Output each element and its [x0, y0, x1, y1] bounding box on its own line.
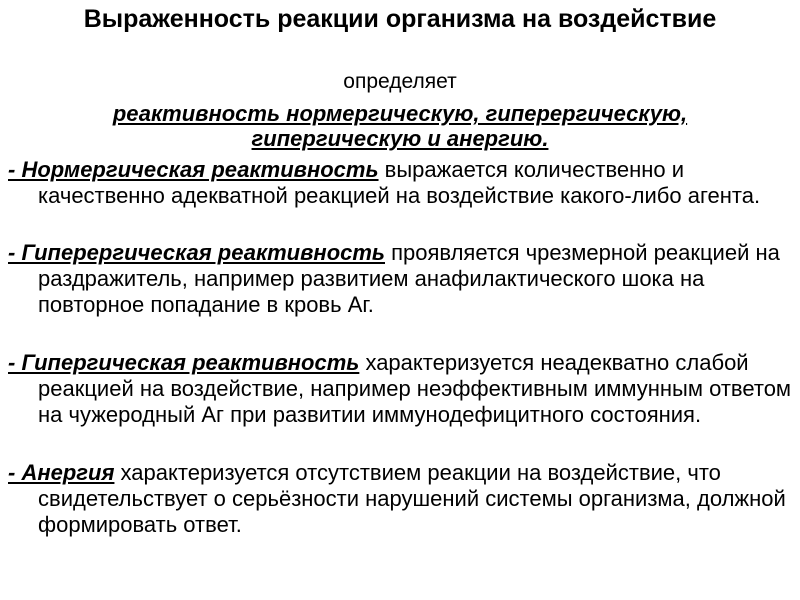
definition-term: - Нормергическая реактивность: [8, 157, 379, 182]
definition-text: характеризуется отсутствием реакции на воздействие, что свидетельствует о серьёзности нарушений системы организма, должной формировать ответ.: [38, 460, 786, 537]
definition-item-normergic: [8, 157, 800, 209]
definition-text: выражается количественно и качественно адекватной реакцией на воздействие какого-либо агента.: [38, 157, 761, 208]
definition-text: характеризуется неадекватно слабой реакцией на воздействие, например неэффективным иммунным ответом на чужеродный Аг при развитии иммунодефицитного состояния.: [38, 350, 792, 427]
definition-term: - Анергия: [8, 460, 115, 485]
reactivity-types-statement: реактивность нормергическую, гиперергическую, гипергическую и анергию.: [112, 101, 688, 151]
definition-item-hyperergic: [8, 240, 800, 318]
definition-text: проявляется чрезмерной реакцией на раздражитель, например развитием анафилактического шока на повторное попадание в кровь Аг.: [38, 240, 780, 317]
definition-term: - Гиперергическая реактивность: [8, 240, 385, 265]
definition-item-hypergic: [8, 350, 800, 428]
definition-item-anergy: [8, 460, 800, 538]
slide-title: Выраженность реакции организма на воздействие: [83, 5, 717, 33]
slide-subtitle: определяет: [343, 70, 457, 93]
definition-term: - Гипергическая реактивность: [8, 350, 360, 375]
